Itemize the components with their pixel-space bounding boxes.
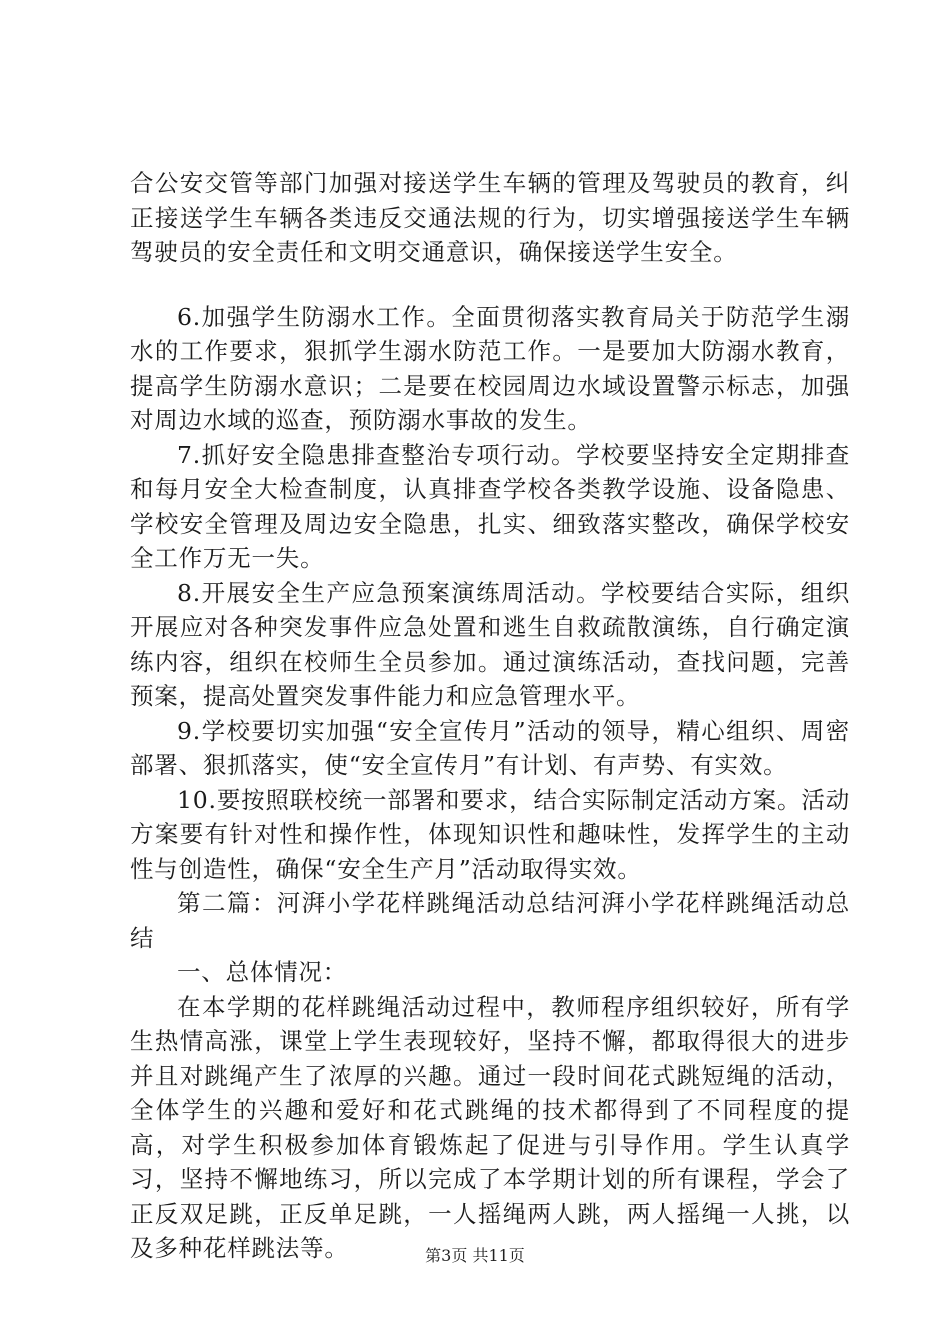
paragraph-item-6: 6.加强学生防溺水工作。全面贯彻落实教育局关于防范学生溺水的工作要求，狠抓学生溺水防范工作。一是要加大防溺水教育，提高学生防溺水意识；二是要在校园周边水域设置警示标志，加强对周边水域的巡查，预防溺水事故的发生。	[130, 302, 850, 434]
paragraph-continuation: 合公安交管等部门加强对接送学生车辆的管理及驾驶员的教育，纠正接送学生车辆各类违反交通法规的行为，切实增强接送学生车辆驾驶员的安全责任和文明交通意识，确保接送学生安全。	[130, 169, 850, 266]
paragraph-summary: 在本学期的花样跳绳活动过程中，教师程序组织较好，所有学生热情高涨，课堂上学生表现较好，坚持不懈，都取得很大的进步并且对跳绳产生了浓厚的兴趣。通过一段时间花式跳短绳的活动，全体学生的兴趣和爱好和花式跳绳的技术都得到了不同程度的提高，对学生积极参加体育锻炼起了促进与引导作用。学生认真学习，坚持不懈地练习，所以完成了本学期计划的所有课程，学会了正反双足跳，正反单足跳，一人摇绳两人跳，两人摇绳一人挑，以及多种花样跳法等。	[130, 992, 850, 1262]
document-body	[130, 166, 850, 1266]
subsection-heading: 一、总体情况：	[177, 958, 348, 986]
page-number-footer: 第3页 共11页	[425, 1246, 525, 1265]
paragraph-item-8: 8.开展安全生产应急预案演练周活动。学校要结合实际，组织开展应对各种突发事件应急处置和逃生自救疏散演练，自行确定演练内容，组织在校师生全员参加。通过演练活动，查找问题，完善预案，提高处置突发事件能力和应急管理水平。	[130, 578, 850, 710]
section-heading: 第二篇：河湃小学花样跳绳活动总结河湃小学花样跳绳活动总结	[130, 889, 850, 952]
paragraph-item-10: 10.要按照联校统一部署和要求，结合实际制定活动方案。活动方案要有针对性和操作性，体现知识性和趣味性，发挥学生的主动性与创造性，确保“安全生产月”活动取得实效。	[130, 785, 850, 883]
paragraph-item-7: 7.抓好安全隐患排查整治专项行动。学校要坚持安全定期排查和每月安全大检查制度，认真排查学校各类教学设施、设备隐患、学校安全管理及周边安全隐患，扎实、细致落实整改，确保学校安全工作万无一失。	[130, 440, 850, 572]
paragraph-item-9: 9.学校要切实加强“安全宣传月”活动的领导，精心组织、周密部署、狠抓落实，使“安全宣传月”有计划、有声势、有实效。	[130, 716, 850, 779]
